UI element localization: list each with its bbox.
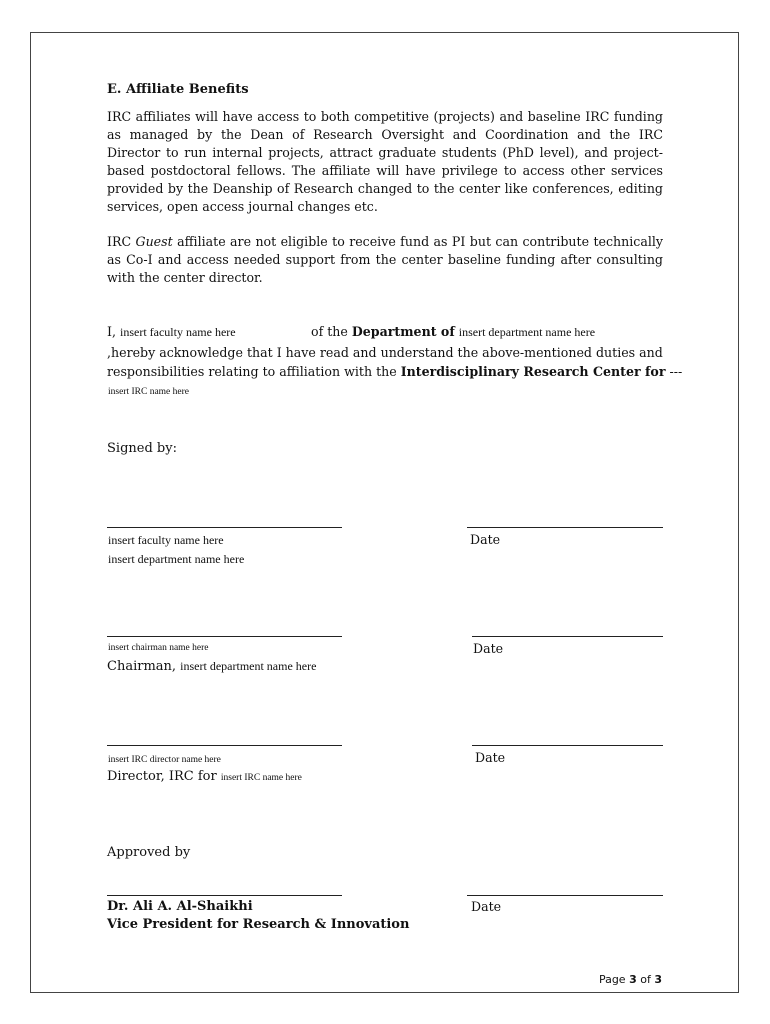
sig2-chairman-name[interactable]: insert chairman name here [108,643,209,653]
sig1-date-label: Date [470,532,501,547]
sig3-title [107,769,302,784]
sig2-date-label: Date [473,641,504,656]
section-heading: E. Affiliate Benefits [107,82,249,97]
ack-department-of: Department of [351,324,455,339]
sig1-department-name[interactable]: insert department name here [108,552,245,566]
sig3-date-label: Date [475,750,506,765]
paragraph-affiliate-benefits: IRC affiliates will have access to both competitive (projects) and baseline IRC funding as managed by the Dean of Research Oversight and Coordination and the IRC Director to run internal projects, attract graduate students (PhD level), and project-based postdoctoral fellows. The affiliate will have privilege to access other services provided by the Deanship of Research changed to the center like conferences, editing services, open access journal changes etc. [107,109,663,214]
ack-i: I, [107,324,116,339]
sig2-title [107,659,316,674]
ack-line1-i [107,324,236,340]
ack-of-the: of the [311,324,352,339]
approver-title: Vice President for Research & Innovation [107,917,410,932]
paragraph-guest-affiliate [107,233,663,287]
ack-irc-bold: Interdisciplinary Research Center for [400,364,666,379]
date-line-faculty [467,527,663,528]
sig3-director-name[interactable]: insert IRC director name here [108,755,221,765]
sig1-faculty-name[interactable]: insert faculty name here [108,533,224,547]
ack-line3-suffix: --- [665,364,683,379]
signature-line-faculty [107,527,342,528]
sig3-irc-name[interactable]: insert IRC name here [220,773,302,783]
ack-line3-prefix: responsibilities relating to affiliation with the [107,364,401,379]
signature-line-chairman [107,636,342,637]
date-line-approver [467,895,663,896]
faculty-name-placeholder[interactable]: insert faculty name here [120,325,236,339]
para2-rest: affiliate are not eligible to receive fund as PI but can contribute technically as Co-I and access needed support from the center baseline funding after consulting with the center director. [107,234,663,285]
page-label: Page [598,973,626,986]
date-line-chairman [472,636,663,637]
approved-by-label: Approved by [107,845,191,860]
date-line-director [472,745,663,746]
sig2-chairman-label: Chairman, [107,659,177,674]
page-of-label: of [640,973,651,986]
signature-line-approver [107,895,342,896]
sig2-department-name[interactable]: insert department name here [180,659,317,673]
irc-name-placeholder[interactable]: insert IRC name here [108,387,189,397]
sig3-director-label: Director, IRC for [107,769,217,784]
page-current: 3 [629,973,637,986]
approver-name: Dr. Ali A. Al-Shaikhi [107,899,253,914]
page-total: 3 [654,973,662,986]
para2-italic: Guest [135,234,173,249]
department-name-placeholder[interactable]: insert department name here [458,325,596,339]
para2-prefix: IRC [107,234,136,249]
page-number [599,973,662,986]
ack-line3 [107,364,682,379]
ack-line2: ,hereby acknowledge that I have read and understand the above-mentioned duties and [107,345,663,360]
signed-by-label: Signed by: [107,441,177,456]
ack-line1-dept [311,324,595,340]
approver-date-label: Date [471,899,502,914]
signature-line-director [107,745,342,746]
